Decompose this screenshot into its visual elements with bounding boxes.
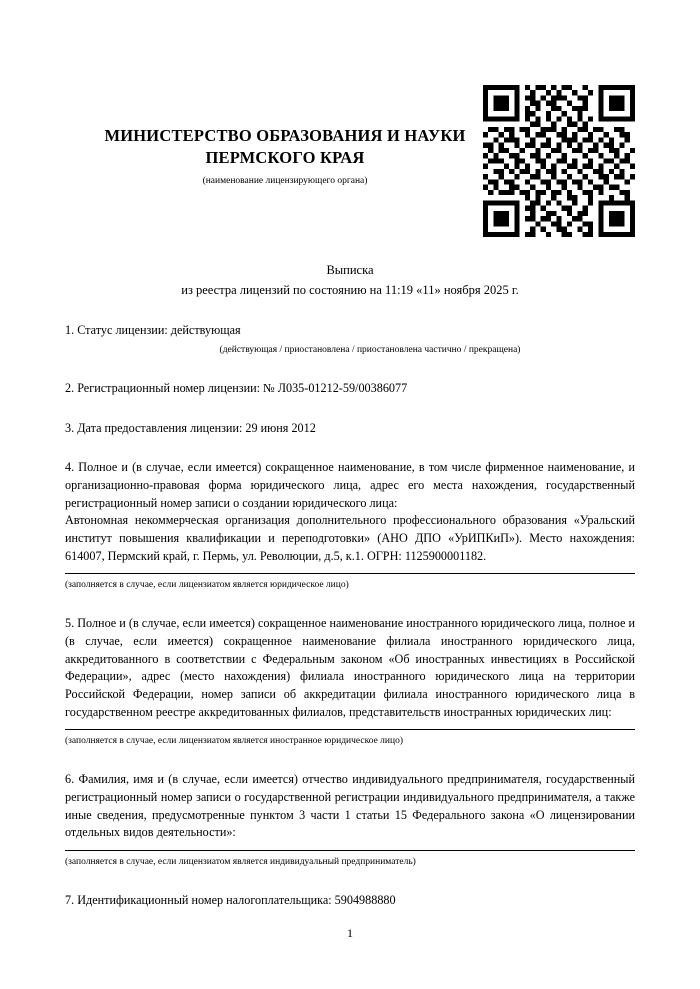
page-number: 1 [347,926,353,940]
section-legal-entity-note: (заполняется в случае, если лицензиатом является юридическое лицо) [65,580,349,591]
document-title-line1: Выписка [326,262,374,277]
qr-code-icon [483,85,635,237]
section-status-note: (действующая / приостановлена / приостановлена частично / прекращена) [219,345,521,356]
section-registration-number [65,380,635,398]
organization-title-note: (наименование лицензирующего органа) [202,175,368,186]
document-title-line2: из реестра лицензий по состоянию на 11:19 «11» ноября 2025 г. [181,282,519,297]
document-title [65,260,635,300]
section-status-text: 1. Статус лицензии: действующая [65,322,241,337]
section-individual-entrepreneur-text: 6. Фамилия, имя и (в случае, если имеется) отчество индивидуального предпринимателя, государственный регистрационный номер записи о государственной регистрации индивидуального предпринимателя, а также иные сведения, предусмотренные пунктом 3 части 1 статьи 15 Федерального закона «О лицензировании отдельных видов деятельности»: [65,772,635,840]
organization-title [65,125,505,170]
organization-title-line1: МИНИСТЕРСТВО ОБРАЗОВАНИЯ И НАУКИ [104,126,466,145]
section-registration-number-text: 2. Регистрационный номер лицензии: № Л035-01212-59/00386077 [65,380,408,395]
divider [65,850,635,851]
organization-title-line2: ПЕРМСКОГО КРАЯ [205,148,365,168]
section-foreign-entity [65,615,635,749]
section-foreign-entity-text: 5. Полное и (в случае, если имеется) сокращенное наименование иностранного юридического лица, полное и (в случае, если имеется) сокращенное наименование филиала иностранного юридического лица, аккредитованного в соответствии с Федеральным законом «Об иностранных инвестициях в Российской Федерации», адрес (место нахождения) филиала иностранного юридического лица на территории Российской Федерации, номер записи об аккредитации филиала иностранного юридического лица в государственном реестре аккредитованных филиалов, представительств иностранных юридических лиц: [65,616,635,719]
section-individual-entrepreneur [65,771,635,870]
section-individual-entrepreneur-note: (заполняется в случае, если лицензиатом является индивидуальный предприниматель) [65,856,416,867]
section-legal-entity [65,459,635,593]
section-legal-entity-text: 4. Полное и (в случае, если имеется) сокращенное наименование, в том числе фирменное наименование, и организационно-правовая форма юридического лица, адрес его места нахождения, государственный регистрационный номер записи о создании юридического лица: [65,460,635,510]
section-status [65,322,635,358]
divider [65,573,635,574]
section-issue-date-text: 3. Дата предоставления лицензии: 29 июня 2012 [65,420,316,435]
divider [65,729,635,730]
section-legal-entity-value: Автономная некоммерческая организация дополнительного профессионального образования «Уральский институт повышения квалификации и переподготовки» (АНО ДПО «УрИПКиП»). Место нахождения: 614007, Пермский край, г. Пермь, ул. Революции, д.5, к.1. ОГРН: 1125900001182. [65,513,635,563]
section-foreign-entity-note: (заполняется в случае, если лицензиатом является иностранное юридическое лицо) [65,736,403,747]
section-issue-date [65,420,635,438]
section-taxpayer-number-text: 7. Идентификационный номер налогоплательщика: 5904988880 [65,892,396,907]
section-taxpayer-number [65,892,635,910]
